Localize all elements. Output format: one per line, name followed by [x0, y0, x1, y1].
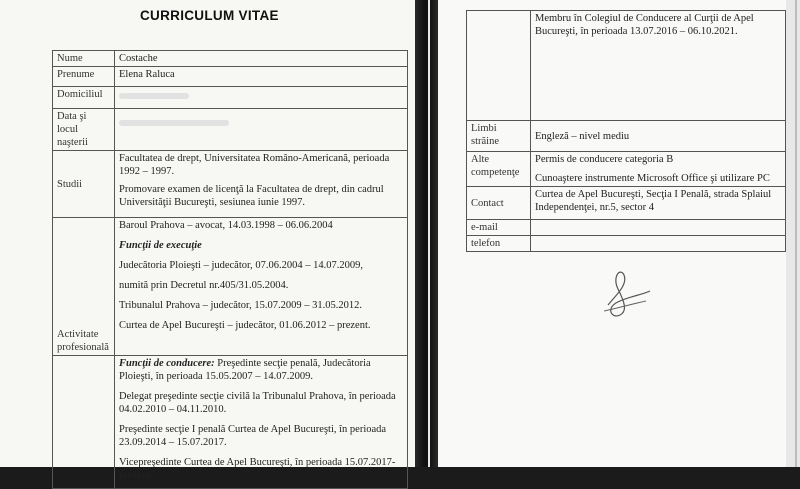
table-row: [467, 187, 786, 220]
document-title: CURRICULUM VITAE: [140, 8, 279, 23]
cv-table-left: [52, 50, 408, 489]
activitate-label: Activitate profesională: [53, 218, 115, 356]
table-row: [467, 121, 786, 152]
table-row: [53, 218, 408, 356]
telefon-value: [531, 236, 786, 252]
table-row: [53, 51, 408, 67]
nume-label: Nume: [53, 51, 115, 67]
table-row: [53, 67, 408, 87]
table-row: [53, 109, 408, 151]
contact-label: Contact: [467, 187, 531, 220]
signature-image: [598, 265, 658, 320]
page-divider: [415, 0, 438, 467]
activitate-label-cont: [467, 11, 531, 121]
telefon-label: telefon: [467, 236, 531, 252]
cv-table-right: [466, 10, 786, 252]
studii-item: Promovare examen de licenţă la Facultatea de drept, din cadrul Universităţii Bucureşti, sesiunea iunie 1997.: [119, 184, 384, 208]
colegiu-value: Membru în Colegiul de Conducere al Curţii de Apel Bucureşti, în perioada 13.07.2016 – 06.10.2021.: [531, 11, 786, 121]
conducere-text: Preşedinte secţie penală, Judecătoria Ploieşti, în perioada 15.05.2007 – 14.07.2009.: [119, 358, 371, 382]
redacted-block: [119, 120, 229, 126]
activitate-label-cont: [53, 356, 115, 489]
conducere-heading: Funcţii de conducere:: [119, 358, 215, 369]
conducere-item: Vicepreşedinte Curtea de Apel Bucureşti, în perioada 15.07.2017-prezent.: [119, 457, 396, 481]
activitate-item: Judecătoria Ploieşti – judecător, 07.06.2004 – 14.07.2009,: [119, 260, 363, 271]
activitate-value: [115, 218, 408, 356]
studii-label: Studii: [53, 151, 115, 218]
data-nasterii-value: [115, 109, 408, 151]
prenume-value: Elena Raluca: [115, 67, 408, 87]
domiciliul-label: Domiciliul: [53, 87, 115, 109]
conducere-value: [115, 356, 408, 489]
limbi-value: Engleză – nivel mediu: [531, 121, 786, 152]
domiciliul-value: [115, 87, 408, 109]
table-row: [467, 236, 786, 252]
prenume-label: Prenume: [53, 67, 115, 87]
conducere-item: Preşedinte secţie I penală Curtea de Apel Bucureşti, în perioada 23.09.2014 – 15.07.2017.: [119, 424, 387, 448]
executie-heading: Funcţii de execuţie: [119, 240, 202, 251]
conducere-item: [119, 357, 403, 383]
table-row: [53, 151, 408, 218]
limbi-label: Limbi străine: [467, 121, 531, 152]
alte-line: Cunoaştere instrumente Microsoft Office şi utilizare PC: [535, 173, 770, 184]
studii-value: [115, 151, 408, 218]
table-row: [467, 11, 786, 121]
table-row: [53, 356, 408, 489]
conducere-item: Delegat preşedinte secţie civilă la Tribunalul Prahova, în perioada 04.02.2010 – 04.11.2010.: [119, 391, 396, 415]
contact-value: Curtea de Apel Bucureşti, Secţia I Penală, strada Splaiul Independenţei, nr.5, sector 4: [531, 187, 786, 220]
table-row: [467, 152, 786, 187]
alte-line: Permis de conducere categoria B: [535, 154, 674, 165]
nume-value: Costache: [115, 51, 408, 67]
redacted-block: [119, 93, 189, 99]
email-label: e-mail: [467, 220, 531, 236]
table-row: [467, 220, 786, 236]
studii-item: Facultatea de drept, Universitatea Româno-Americană, perioada 1992 – 1997.: [119, 153, 390, 177]
alte-competente-value: [531, 152, 786, 187]
activitate-item: numită prin Decretul nr.405/31.05.2004.: [119, 280, 289, 291]
activitate-item: Baroul Prahova – avocat, 14.03.1998 – 06.06.2004: [119, 220, 333, 231]
table-row: [53, 87, 408, 109]
activitate-item: Tribunalul Prahova – judecător, 15.07.2009 – 31.05.2012.: [119, 300, 363, 311]
email-value: [531, 220, 786, 236]
alte-competente-label: Alte competenţe: [467, 152, 531, 187]
activitate-item: Curtea de Apel Bucureşti – judecător, 01.06.2012 – prezent.: [119, 320, 371, 331]
data-nasterii-label: Data şi locul naşterii: [53, 109, 115, 151]
